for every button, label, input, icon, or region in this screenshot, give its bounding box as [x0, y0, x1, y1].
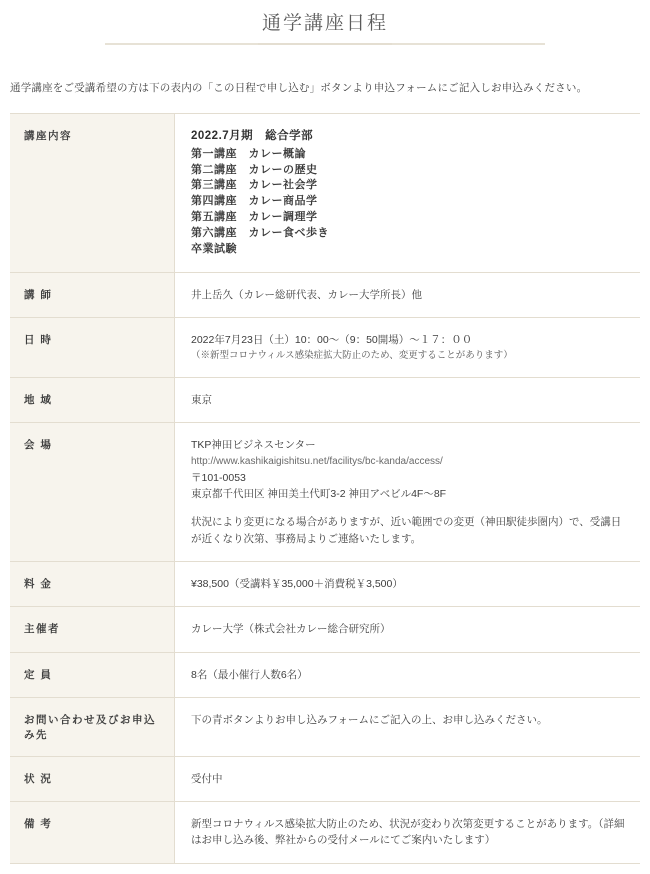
venue-postal: 〒101-0053	[191, 471, 246, 484]
table-row-datetime	[10, 318, 640, 378]
page-title-container	[0, 0, 650, 55]
table-row-course-content	[10, 113, 640, 272]
table-row-organizer	[10, 607, 640, 652]
row-label-organizer: 主催者	[10, 607, 175, 652]
row-label-remarks: 備 考	[10, 802, 175, 864]
table-row-contact	[10, 697, 640, 756]
row-value-capacity: 8名（最小催行人数6名）	[175, 652, 641, 697]
lesson-item: 第六講座 カレー食べ歩き	[191, 227, 329, 240]
page-title: 通学講座日程	[258, 8, 392, 45]
lesson-item: 第五講座 カレー調理学	[191, 211, 318, 224]
lesson-item: 第二講座 カレーの歴史	[191, 163, 318, 176]
row-value-venue	[175, 423, 641, 562]
row-label-datetime: 日 時	[10, 318, 175, 378]
table-row-area	[10, 377, 640, 422]
datetime-value: 2022年7月23日（土）10：00～（9：50開場）～１７：００	[191, 334, 473, 347]
schedule-table	[10, 113, 640, 864]
row-value-course-content	[175, 113, 641, 272]
course-title: 2022.7月期 総合学部	[191, 129, 314, 142]
row-label-status: 状 況	[10, 756, 175, 801]
row-label-contact: お問い合わせ及びお申込み先	[10, 697, 175, 756]
lesson-item: 第一講座 カレー概論	[191, 147, 306, 160]
row-label-lecturer: 講 師	[10, 273, 175, 318]
row-value-organizer: カレー大学（株式会社カレー総合研究所）	[175, 607, 641, 652]
venue-access-link[interactable]: http://www.kashikaigishitsu.net/facilitys/bc-kanda/access/	[191, 456, 443, 468]
row-label-capacity: 定 員	[10, 652, 175, 697]
row-value-datetime	[175, 318, 641, 378]
table-row-status	[10, 756, 640, 801]
lesson-item: 第三講座 カレー社会学	[191, 179, 318, 192]
venue-note: 状況により変更になる場合がありますが、近い範囲での変更（神田駅徒歩圏内）で、受講日が近くなり次第、事務局よりご連絡いたします。	[191, 516, 622, 545]
table-row-lecturer	[10, 273, 640, 318]
table-row-remarks	[10, 802, 640, 864]
row-value-lecturer: 井上岳久（カレー総研代表、カレー大学所長）他	[175, 273, 641, 318]
table-row-fee	[10, 562, 640, 607]
table-row-venue	[10, 423, 640, 562]
row-value-status: 受付中	[175, 756, 641, 801]
row-value-contact: 下の青ボタンよりお申し込みフォームにご記入の上、お申し込みください。	[175, 697, 641, 756]
venue-name: TKP神田ビジネスセンター	[191, 439, 316, 452]
venue-address: 東京都千代田区 神田美土代町3-2 神田アベビル4F～8F	[191, 488, 447, 501]
row-label-fee: 料 金	[10, 562, 175, 607]
row-value-fee: ¥38,500（受講料￥35,000＋消費税￥3,500）	[175, 562, 641, 607]
intro-text: 通学講座をご受講希望の方は下の表内の「この日程で申し込む」ボタンより申込フォームにご記入しお申込みください。	[10, 82, 588, 94]
lesson-item: 卒業試験	[191, 243, 237, 256]
row-value-area: 東京	[175, 377, 641, 422]
row-label-area: 地 域	[10, 377, 175, 422]
row-label-course-content: 講座内容	[10, 113, 175, 272]
row-label-venue: 会 場	[10, 423, 175, 562]
row-value-remarks: 新型コロナウィルス感染拡大防止のため、状況が変わり次第変更することがあります。（詳細はお申し込み後、弊社からの受付メールにてご案内いたします）	[175, 802, 641, 864]
venue-spacer	[191, 502, 630, 514]
table-row-capacity	[10, 652, 640, 697]
lesson-item: 第四講座 カレー商品学	[191, 195, 318, 208]
datetime-note: （※新型コロナウィルス感染症拡大防止のため、変更することがあります）	[191, 349, 513, 361]
